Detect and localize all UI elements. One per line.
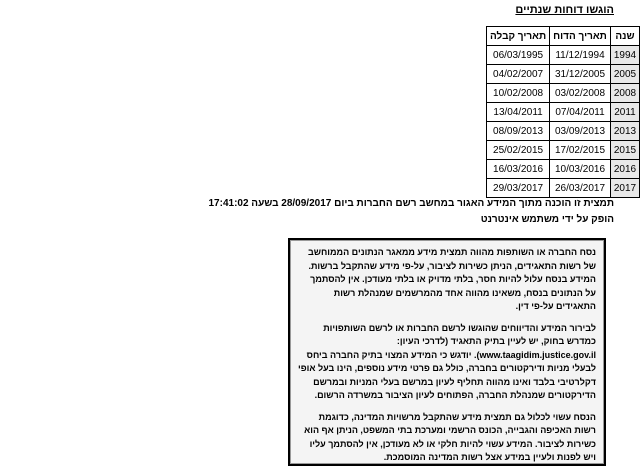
table-row	[487, 141, 640, 160]
cell-received-date: 29/03/2017	[487, 179, 550, 198]
cell-year: 2005	[610, 65, 639, 84]
cell-report-date: 07/04/2011	[550, 103, 611, 122]
disclaimer-paragraph-2: לבירור המידע והדיווחים שהוגשו לרשם החברות או לרשם השותפויות כמדרש בחוק, יש לעיין בתיק התאגיד (לדרכי העיון: www.taagidim.justice.gov.il). יודגש כי המידע המצוי בתיק החברה ביחס לבעלי מניות ודירקטורים בחברה, כולל גם פרטי מידע נוספים, הינו בעל אופי דקלרטיבי בלבד ואינו מהווה תחליף לעיון במרשם בעלי המניות ובמרשם הדירקטורים שמנהלת החברה, הפתוחים לעיון הציבור במשרדה הרשום.	[298, 322, 596, 400]
table-row	[487, 65, 640, 84]
table-header-row	[487, 27, 640, 46]
cell-year: 2011	[610, 103, 639, 122]
table-row	[487, 103, 640, 122]
cell-report-date: 26/03/2017	[550, 179, 611, 198]
cell-report-date: 11/12/1994	[550, 46, 611, 65]
table-row	[487, 46, 640, 65]
cell-year: 2016	[610, 160, 639, 179]
annual-reports-table	[486, 26, 640, 198]
cell-received-date: 04/02/2007	[487, 65, 550, 84]
table-row	[487, 84, 640, 103]
cell-year: 1994	[610, 46, 639, 65]
table-row	[487, 160, 640, 179]
header-year: שנה	[610, 27, 639, 46]
cell-year: 2013	[610, 122, 639, 141]
header-received-date: תאריך קבלה	[487, 27, 550, 46]
cell-received-date: 25/02/2015	[487, 141, 550, 160]
cell-report-date: 10/03/2016	[550, 160, 611, 179]
cell-report-date: 17/02/2015	[550, 141, 611, 160]
cell-received-date: 10/02/2008	[487, 84, 550, 103]
page-title: הוגשו דוחות שנתיים	[515, 4, 614, 16]
cell-year: 2008	[610, 84, 639, 103]
cell-received-date: 13/04/2011	[487, 103, 550, 122]
cell-year: 2015	[610, 141, 639, 160]
disclaimer-paragraph-1: נסח החברה או השותפות מהווה תמצית מידע ממאגר הנתונים הממוחשב של רשות התאגידים, הניתן כשירות לציבור, על-פי מידע שהתקבל ברשות. המידע בנסח עלול להיות חסר, בלתי מדויק או בלתי מעודכן. אין להסתמך על הנתונים בנסח, משאינו מהווה אחד מהמרשמים שמנהלת רשות התאגידים על-פי דין.	[308, 247, 596, 311]
table-row	[487, 122, 640, 141]
disclaimer-paragraph-3: הנסח עשוי לכלול גם תמצית מידע שהתקבל מרשויות המדינה, כדוגמת רשות האכיפה והגבייה, הכונס הרשמי ומערכת בתי המשפט, הניתן אף הוא כשירות לציבור. המידע עשוי להיות חלקי או לא מעודכן, אין להסתמך עליו ויש לפנות ולעיין במידע אצל רשות המדינה המוסמכת.	[304, 411, 596, 462]
cell-report-date: 03/02/2008	[550, 84, 611, 103]
cell-report-date: 03/09/2013	[550, 122, 611, 141]
header-report-date: תאריך הדוח	[550, 27, 611, 46]
cell-received-date: 08/09/2013	[487, 122, 550, 141]
generated-timestamp-line: תמצית זו הוכנה מתוך המידע האגור במחשב רשם החברות ביום 28/09/2017 בשעה 17:41:02	[208, 198, 614, 209]
cell-year: 2017	[610, 179, 639, 198]
produced-by-line: הופק על ידי משתמש אינטרנט	[480, 214, 614, 225]
table-row	[487, 179, 640, 198]
cell-report-date: 31/12/2005	[550, 65, 611, 84]
cell-received-date: 16/03/2016	[487, 160, 550, 179]
disclaimer-box	[288, 238, 606, 466]
cell-received-date: 06/03/1995	[487, 46, 550, 65]
